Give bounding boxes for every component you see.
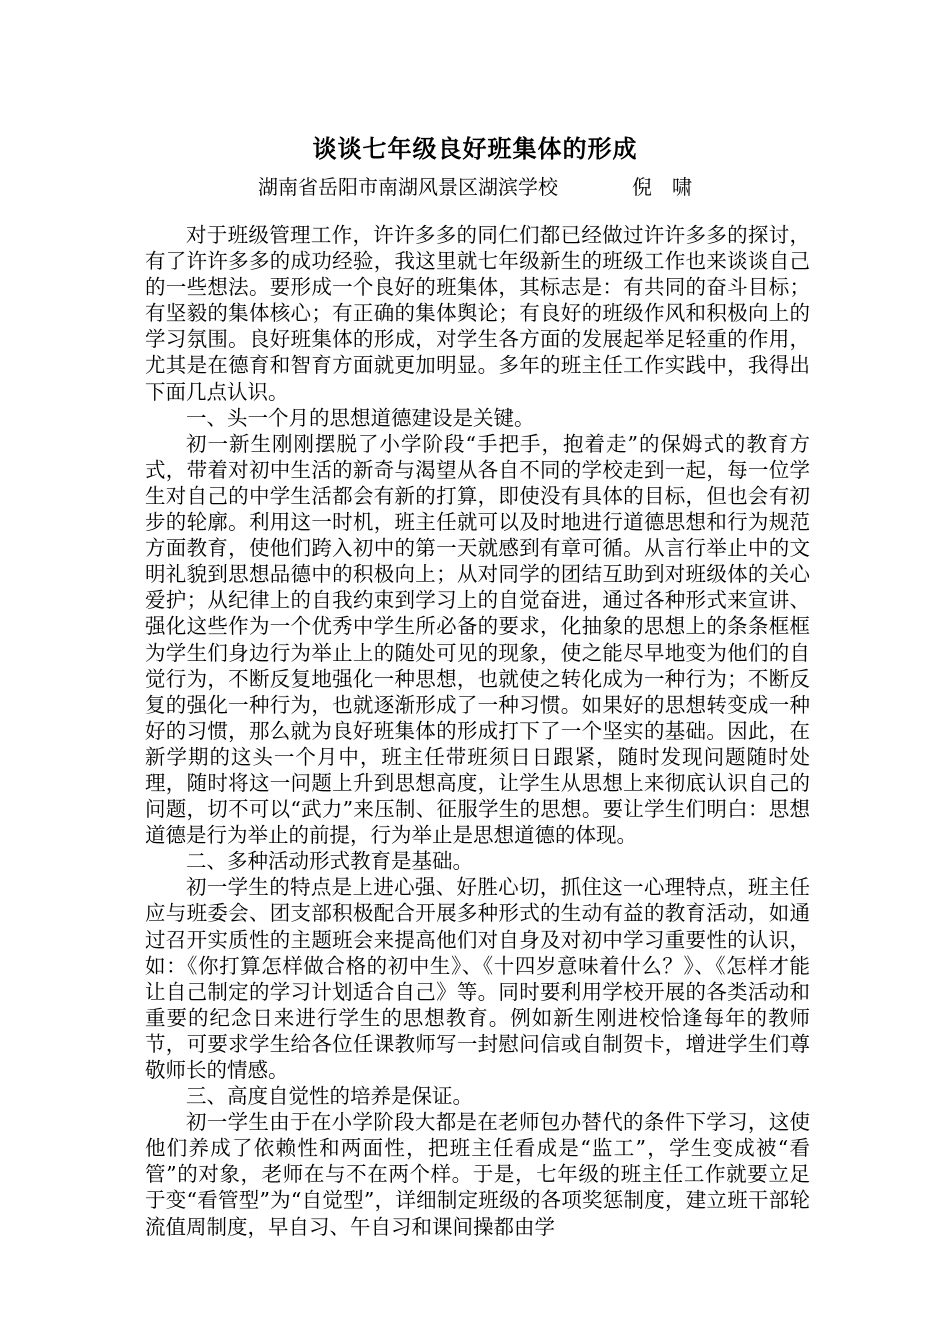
section-heading: 二、多种活动形式教育是基础。 [186,849,473,874]
author-affiliation: 湖南省岳阳市南湖风景区湖滨学校 [258,175,558,199]
paragraph: 对于班级管理工作，许许多多的同仁们都已经做过许许多多的探讨，有了许许多多的成功经验，我这里就七年级新生的班级工作也来谈谈自己的一些想法。要形成一个良好的班集体，其标志是：有共同的奋斗目标；有坚毅的集体核心；有正确的集体舆论；有良好的班级作风和积极向上的学习氛围。良好班集体的形成，对学生各方面的发展起举足轻重的作用，尤其是在德育和智育方面就更加明显。多年的班主任工作实践中，我得出下面几点认识。 [145,223,810,404]
section-heading: 一、头一个月的思想道德建设是关键。 [186,405,535,430]
paragraph: 初一新生刚刚摆脱了小学阶段“手把手，抱着走”的保姆式的教育方式，带着对初中生活的新奇与渴望从各自不同的学校走到一起，每一位学生对自己的中学生活都会有新的打算，即使没有具体的目标，但也会有初步的轮廓。利用这一时机，班主任就可以及时地进行道德思想和行为规范方面教育，使他们跨入初中的第一天就感到有章可循。从言行举止中的文明礼貌到思想品德中的积极向上；从对同学的团结互助到对班级体的关心爱护；从纪律上的自我约束到学习上的自觉奋进，通过各种形式来宣讲、强化这些作为一个优秀中学生所必备的要求，化抽象的思想上的条条框框为学生们身边行为举止上的随处可见的现象，使之能尽早地变为他们的自觉行为，不断反复地强化一种思想，也就使之转化成为一种行为；不断反复的强化一种行为，也就逐渐形成了一种习惯。如果好的思想转变成一种好的习惯，那么就为良好班集体的形成打下了一个坚实的基础。因此，在新学期的这头一个月中，班主任带班须日日跟紧，随时发现问题随时处理，随时将这一问题上升到思想高度，让学生从思想上来彻底认识自己的问题，切不可以“武力”来压制、征服学生的思想。要让学生们明白：思想道德是行为举止的前提，行为举止是思想道德的体现。 [145,431,810,848]
paragraph: 初一学生的特点是上进心强、好胜心切，抓住这一心理特点，班主任应与班委会、团支部积极配合开展多种形式的生动有益的教育活动，如通过召开实质性的主题班会来提高他们对自身及对初中学习重要性的认识，如：《你打算怎样做合格的初中生》、《十四岁意味着什么？》、《怎样才能让自己制定的学习计划适合自己》等。同时要利用学校开展的各类活动和重要的纪念日来进行学生的思想教育。例如新生刚进校恰逢每年的教师节，可要求学生给各位任课教师写一封慰问信或自制贺卡，增进学生们尊敬师长的情感。 [145,875,810,1082]
body-text [145,222,810,1240]
document-title: 谈谈七年级良好班集体的形成 [312,134,638,163]
author-name: 倪 啸 [632,175,692,199]
section-heading: 三、高度自觉性的培养是保证。 [186,1084,473,1109]
byline [0,172,950,202]
paragraph: 初一学生由于在小学阶段大都是在老师包办替代的条件下学习，这使他们养成了依赖性和两面性，把班主任看成是“监工”，学生变成被“看管”的对象，老师在与不在两个样。于是，七年级的班主任工作就要立足于变“看管型”为“自觉型”，详细制定班级的各项奖惩制度，建立班干部轮流值周制度，早自习、午自习和课间操都由学 [145,1110,810,1239]
